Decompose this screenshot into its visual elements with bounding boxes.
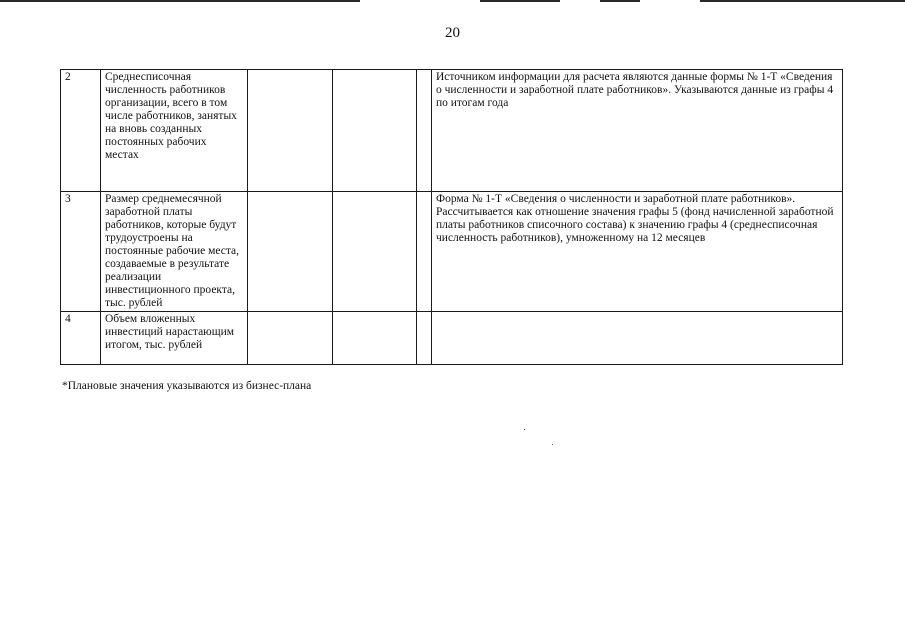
spacer-cell bbox=[417, 312, 432, 365]
row-number: 4 bbox=[61, 312, 101, 365]
row-number: 2 bbox=[61, 70, 101, 192]
value-cell bbox=[333, 312, 417, 365]
indicators-table bbox=[60, 69, 843, 365]
scan-top-border-gap bbox=[640, 0, 700, 2]
indicator-description: Источником информации для расчета являются данные формы № 1-Т «Сведения о численности и заработной плате работников». Указываются данные из графы 4 по итогам года bbox=[432, 70, 843, 192]
value-cell bbox=[248, 192, 333, 312]
table-row bbox=[61, 192, 843, 312]
indicator-description bbox=[432, 312, 843, 365]
table-row bbox=[61, 312, 843, 365]
spacer-cell bbox=[417, 192, 432, 312]
indicator-name: Размер среднемесячной заработной платы работников, которые будут трудоустроены на постоянные рабочие места, создаваемые в результате реализации инвестиционного проекта, тыс. рублей bbox=[101, 192, 248, 312]
scan-speck bbox=[552, 444, 553, 445]
scan-top-border-gap bbox=[560, 0, 600, 2]
page-number: 20 bbox=[445, 25, 460, 41]
indicator-name: Среднесписочная численность работников организации, всего в том числе работников, занятых на вновь созданных постоянных рабочих местах bbox=[101, 70, 248, 192]
value-cell bbox=[333, 192, 417, 312]
scan-top-border-gap bbox=[360, 0, 480, 2]
value-cell bbox=[333, 70, 417, 192]
indicator-name: Объем вложенных инвестиций нарастающим итогом, тыс. рублей bbox=[101, 312, 248, 365]
footnote: *Плановые значения указываются из бизнес-плана bbox=[62, 380, 312, 392]
spacer-cell bbox=[417, 70, 432, 192]
indicator-description: Форма № 1-Т «Сведения о численности и заработной плате работников». Рассчитывается как отношение значения графы 5 (фонд начисленной заработной платы работников списочного состава) к значению графы 4 (среднесписочная численность работников), умноженному на 12 месяцев bbox=[432, 192, 843, 312]
row-number: 3 bbox=[61, 192, 101, 312]
scan-speck bbox=[524, 429, 525, 430]
value-cell bbox=[248, 70, 333, 192]
table-row bbox=[61, 70, 843, 192]
value-cell bbox=[248, 312, 333, 365]
